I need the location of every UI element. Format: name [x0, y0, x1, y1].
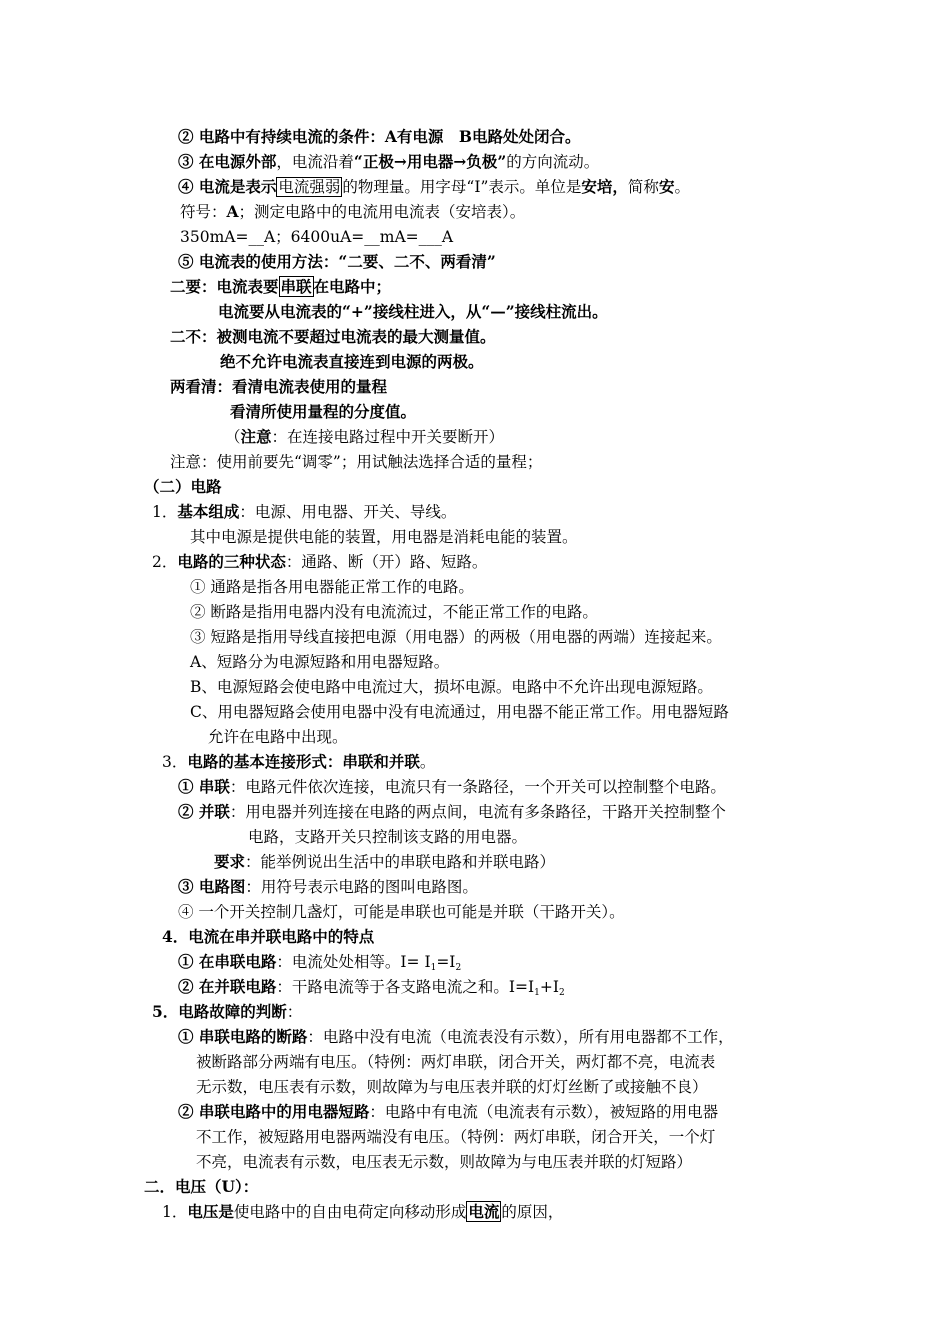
line-series-open-fault-1: ① 串联电路的断路：电路中没有电流（电流表没有示数），所有用电器都不工作，: [178, 1027, 734, 1046]
line-state-closed: ① 通路是指各用电器能正常工作的电路。: [190, 578, 474, 596]
line-two-must-2: 电流要从电流表的“+”接线柱进入，从“—”接线柱流出。: [218, 302, 608, 321]
line-parallel-current: ② 在并联电路：干路电流等于各支路电流之和。$I=I_1+I_2$: [178, 977, 565, 998]
line-unit-conversion: 350mA=__A；6400uA=__mA=___A: [180, 228, 454, 246]
line-current-characteristics: 4．电流在串并联电路中的特点: [162, 927, 375, 946]
boxed-term: 电流强弱: [278, 178, 341, 196]
line-fault-judgement: 5．电路故障的判断：: [152, 1002, 303, 1021]
line-note-switch: （注意：在连接电路过程中开关要断开）: [225, 427, 505, 446]
line-current-direction: ③ 在电源外部，电流沿着“正极→用电器→负极”的方向流动。: [178, 152, 600, 171]
boxed-term: 电流: [468, 1202, 500, 1221]
section-heading-circuit: （二）电路: [144, 477, 222, 496]
line-basic-composition-2: 其中电源是提供电能的装置，用电器是消耗电能的装置。: [190, 528, 578, 546]
line-note-zero: 注意：使用前要先“调零”；用试触法选择合适的量程；: [170, 453, 543, 471]
line-basic-composition: 1．基本组成：电源、用电器、开关、导线。: [152, 502, 457, 521]
section-heading-voltage: 二．电压（U）：: [144, 1177, 259, 1196]
line-two-not-1: 二不：被测电流不要超过电流表的最大测量值。: [170, 327, 496, 346]
line-short-c-1: C、用电器短路会使用电器中没有电流通过，用电器不能正常工作。用电器短路: [190, 703, 729, 721]
line-switch-lamps: ④ 一个开关控制几盏灯，可能是串联也可能是并联（干路开关）。: [178, 903, 625, 921]
line-series-open-fault-3: 无示数，电压表有示数，则故障为与电压表并联的灯灯丝断了或接触不良）: [196, 1078, 708, 1096]
line-short-c-2: 允许在电路中出现。: [208, 728, 348, 746]
line-see-1: 两看清：看清电流表使用的量程: [170, 377, 388, 396]
line-two-must-1: 二要：电流表要 串联 在电路中；: [170, 277, 392, 296]
line-current-condition: ② 电路中有持续电流的条件：A有电源 B电路处处闭合。: [178, 127, 581, 146]
line-voltage-definition: 1．电压是使电路中的自由电荷定向移动形成 电流 的原因，: [162, 1202, 564, 1221]
line-short-b: B、电源短路会使电路中电流过大，损坏电源。电路中不允许出现电源短路。: [190, 678, 713, 696]
line-parallel: ② 并联：用电器并列连接在电路的两点间，电流有多条路径，干路开关控制整个: [178, 802, 726, 821]
line-state-open: ② 断路是指用电器内没有电流流过，不能正常工作的电路。: [190, 603, 598, 621]
line-series-short-fault-3: 不亮，电流表有示数，电压表无示数，则故障为与电压表并联的灯短路）: [196, 1153, 693, 1171]
line-three-states: 2．电路的三种状态：通路、断（开）路、短路。: [152, 552, 488, 571]
line-series-open-fault-2: 被断路部分两端有电压。（特例：两灯串联，闭合开关，两灯都不亮，电流表: [196, 1053, 716, 1071]
line-two-not-2: 绝不允许电流表直接连到电源的两极。: [220, 352, 484, 371]
line-state-short: ③ 短路是指用导线直接把电源（用电器）的两极（用电器的两端）连接起来。: [190, 628, 722, 646]
line-current-definition: ④ 电流是表示 电流强弱 的物理量。用字母“I”表示。单位是安培，简称安。: [178, 177, 690, 196]
line-series-short-fault-2: 不工作，被短路用电器两端没有电压。（特例：两灯串联，闭合开关，一个灯: [196, 1128, 716, 1146]
line-short-a: A、短路分为电源短路和用电器短路。: [190, 653, 450, 671]
line-series-short-fault-1: ② 串联电路中的用电器短路：电路中有电流（电流表有示数），被短路的用电器: [178, 1102, 719, 1121]
line-connection-forms: 3．电路的基本连接形式：串联和并联。: [162, 752, 436, 771]
line-series: ① 串联：电路元件依次连接，电流只有一条路径，一个开关可以控制整个电路。: [178, 777, 726, 796]
line-ammeter-usage: ⑤ 电流表的使用方法：“二要、二不、两看清”: [178, 252, 496, 271]
boxed-term: 串联: [280, 277, 312, 296]
line-circuit-diagram: ③ 电路图：用符号表示电路的图叫电路图。: [178, 877, 478, 896]
line-symbol: 符号：A；测定电路中的电流用电流表（安培表）。: [180, 202, 526, 221]
line-requirement: 要求：能举例说出生活中的串联电路和并联电路）: [214, 852, 556, 871]
line-see-2: 看清所使用量程的分度值。: [230, 402, 417, 421]
line-parallel-2: 电路，支路开关只控制该支路的用电器。: [248, 828, 528, 846]
line-series-current: ① 在串联电路：电流处处相等。$I= I_1=I_2$: [178, 952, 462, 973]
